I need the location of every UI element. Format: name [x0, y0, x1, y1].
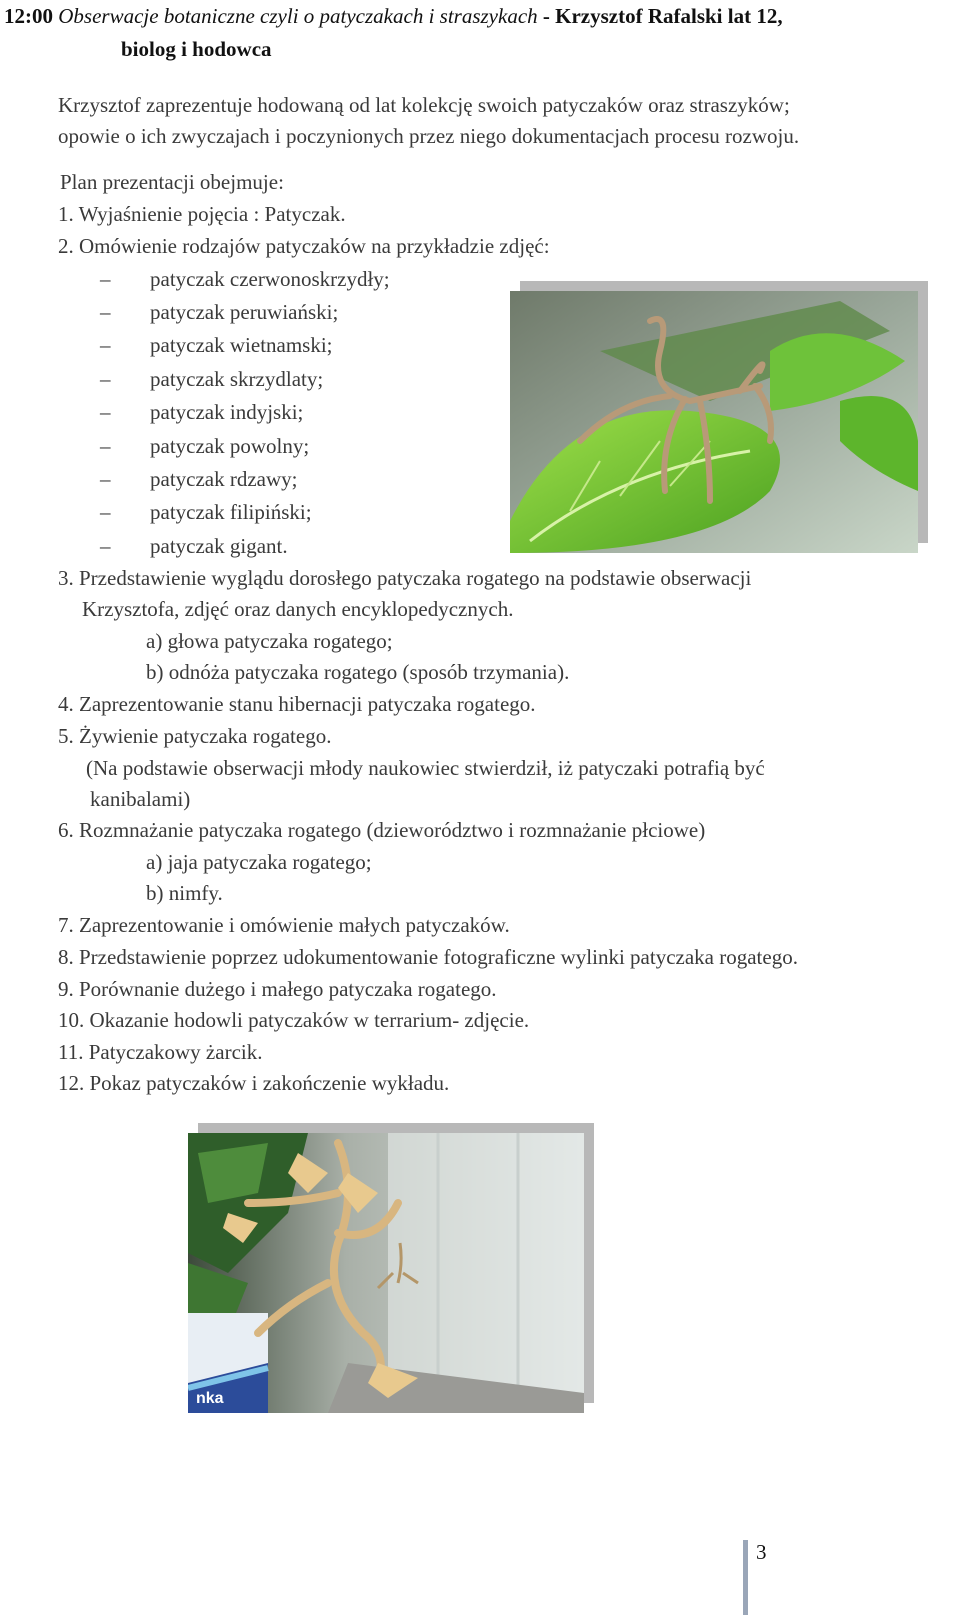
plan-heading: Plan prezentacji obejmuje:: [60, 170, 284, 194]
presenter-line-2: biolog i hodowca: [121, 37, 272, 61]
species-item: patyczak peruwiański;: [150, 300, 339, 324]
species-item: patyczak wietnamski;: [150, 333, 333, 357]
plan-item-7: 7. Zaprezentowanie i omówienie małych patyczaków.: [58, 913, 510, 937]
plan-item-11: 11. Patyczakowy żarcik.: [58, 1040, 263, 1064]
plan-item-3-cont: Krzysztofa, zdjęć oraz danych encyklopedycznych.: [82, 597, 514, 621]
plan-item-6b: b) nimfy.: [146, 881, 223, 905]
plan-item-9: 9. Porównanie dużego i małego patyczaka rogatego.: [58, 977, 497, 1001]
footer-divider: [743, 1540, 748, 1615]
plan-item-4: 4. Zaprezentowanie stanu hibernacji patyczaka rogatego.: [58, 692, 536, 716]
list-dash: –: [100, 467, 111, 491]
stick-insect-leaf-photo: [510, 291, 918, 553]
plan-item-5-note-cont: kanibalami): [90, 787, 191, 811]
list-dash: –: [100, 534, 111, 558]
species-item: patyczak czerwonoskrzydły;: [150, 267, 390, 291]
plan-item-3a: a) głowa patyczaka rogatego;: [146, 629, 393, 653]
plan-item-3b: b) odnóża patyczaka rogatego (sposób trzymania).: [146, 660, 570, 684]
species-item: patyczak skrzydlaty;: [150, 367, 324, 391]
presenter-line-1: - Krzysztof Rafalski lat 12,: [542, 4, 783, 28]
species-item: patyczak gigant.: [150, 534, 288, 558]
event-title: Obserwacje botaniczne czyli o patyczakach i straszykach: [58, 4, 538, 28]
plan-item-2: 2. Omówienie rodzajów patyczaków na przykładzie zdjęć:: [58, 234, 550, 258]
plan-item-1: 1. Wyjaśnienie pojęcia : Patyczak.: [58, 202, 346, 226]
plan-item-3: 3. Przedstawienie wyglądu dorosłego patyczaka rogatego na podstawie obserwacji: [58, 566, 752, 590]
intro-line-1: Krzysztof zaprezentuje hodowaną od lat kolekcję swoich patyczaków oraz straszyków;: [58, 93, 790, 117]
event-time: 12:00: [4, 4, 53, 28]
list-dash: –: [100, 500, 111, 524]
plan-item-10: 10. Okazanie hodowli patyczaków w terrarium- zdjęcie.: [58, 1008, 530, 1032]
list-dash: –: [100, 333, 111, 357]
species-item: patyczak filipiński;: [150, 500, 312, 524]
plan-item-12: 12. Pokaz patyczaków i zakończenie wykładu.: [58, 1071, 450, 1095]
plan-item-8: 8. Przedstawienie poprzez udokumentowanie fotograficzne wylinki patyczaka rogatego.: [58, 945, 798, 969]
list-dash: –: [100, 400, 111, 424]
plan-item-6: 6. Rozmnażanie patyczaka rogatego (dzieworództwo i rozmnażanie płciowe): [58, 818, 706, 842]
page-header: [4, 0, 934, 66]
plan-item-5-note: (Na podstawie obserwacji młody naukowiec stwierdził, iż patyczaki potrafią być: [86, 756, 765, 780]
species-item: patyczak indyjski;: [150, 400, 304, 424]
page-number: 3: [756, 1540, 767, 1564]
terrarium-photo: [188, 1133, 584, 1413]
list-dash: –: [100, 434, 111, 458]
list-dash: –: [100, 267, 111, 291]
intro-line-2: opowie o ich zwyczajach i poczynionych przez niego dokumentacjach procesu rozwoju.: [58, 124, 800, 148]
list-dash: –: [100, 367, 111, 391]
list-dash: –: [100, 300, 111, 324]
species-item: patyczak powolny;: [150, 434, 310, 458]
plan-item-5: 5. Żywienie patyczaka rogatego.: [58, 724, 332, 748]
species-item: patyczak rdzawy;: [150, 467, 298, 491]
plan-item-6a: a) jaja patyczaka rogatego;: [146, 850, 372, 874]
bottle-label-text: nka: [196, 1390, 224, 1407]
